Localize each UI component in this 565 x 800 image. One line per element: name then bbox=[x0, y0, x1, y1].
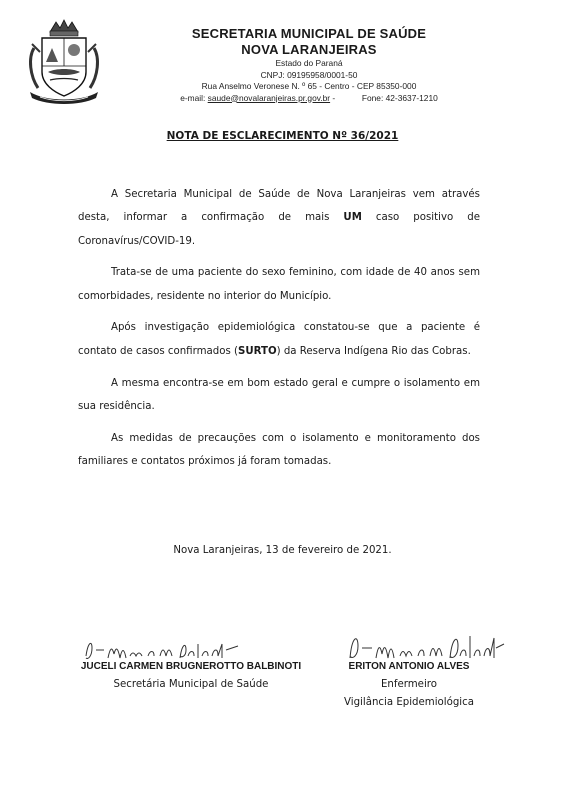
signature-block-secretary bbox=[58, 658, 324, 694]
place-and-date: Nova Laranjeiras, 13 de fevereiro de 2021. bbox=[173, 545, 392, 556]
contact-separator: - bbox=[332, 92, 336, 103]
paragraph-3: Após investigação epidemiológica constatou-se que a paciente é contato de casos confirmados (SURTO) da Reserva Indígena Rio das Cobras. bbox=[78, 322, 480, 357]
paragraph-1: A Secretaria Municipal de Saúde de Nova Laranjeiras vem através desta, informar a confirmação de mais UM caso positivo de Coronavírus/COVID-19. bbox=[78, 189, 480, 247]
phone-number: Fone: 42-3637-1210 bbox=[361, 92, 438, 103]
signatory-name: ERITON ANTONIO ALVES bbox=[348, 661, 470, 672]
signatory-role: Enfermeiro bbox=[381, 679, 437, 690]
letterhead-department: SECRETARIA MUNICIPAL DE SAÚDE bbox=[191, 26, 427, 41]
letterhead bbox=[100, 26, 518, 104]
signatory-name: JUCELI CARMEN BRUGNEROTTO BALBINOTI bbox=[80, 661, 302, 672]
document-body bbox=[78, 183, 480, 482]
letterhead-state: Estado do Paraná bbox=[275, 58, 343, 68]
letterhead-address: Rua Anselmo Veronese N. º 65 - Centro - CEP 85350-000 bbox=[201, 81, 417, 91]
signatory-role: Secretária Municipal de Saúde bbox=[113, 679, 269, 690]
email-link[interactable]: saude@novalaranjeiras.pr.gov.br bbox=[207, 92, 331, 103]
email-label: e-mail: bbox=[180, 92, 206, 103]
letterhead-cnpj: CNPJ: 09195958/0001-50 bbox=[260, 69, 358, 80]
paragraph-5: As medidas de precauções com o isolamento e monitoramento dos familiares e contatos próximos já foram tomadas. bbox=[78, 432, 480, 467]
letterhead-contact bbox=[100, 93, 518, 105]
document-title: NOTA DE ESCLARECIMENTO Nº 36/2021 bbox=[166, 130, 399, 142]
letterhead-municipality: NOVA LARANJEIRAS bbox=[241, 42, 377, 57]
paragraph-4: A mesma encontra-se em bom estado geral e cumpre o isolamento em sua residência. bbox=[78, 377, 480, 412]
signatory-department: Vigilância Epidemiológica bbox=[344, 697, 474, 708]
signature-block-nurse bbox=[320, 658, 498, 712]
paragraph-2: Trata-se de uma paciente do sexo feminino, com idade de 40 anos sem comorbidades, residente no interior do Município. bbox=[78, 267, 480, 302]
coat-of-arms-icon bbox=[26, 18, 102, 106]
